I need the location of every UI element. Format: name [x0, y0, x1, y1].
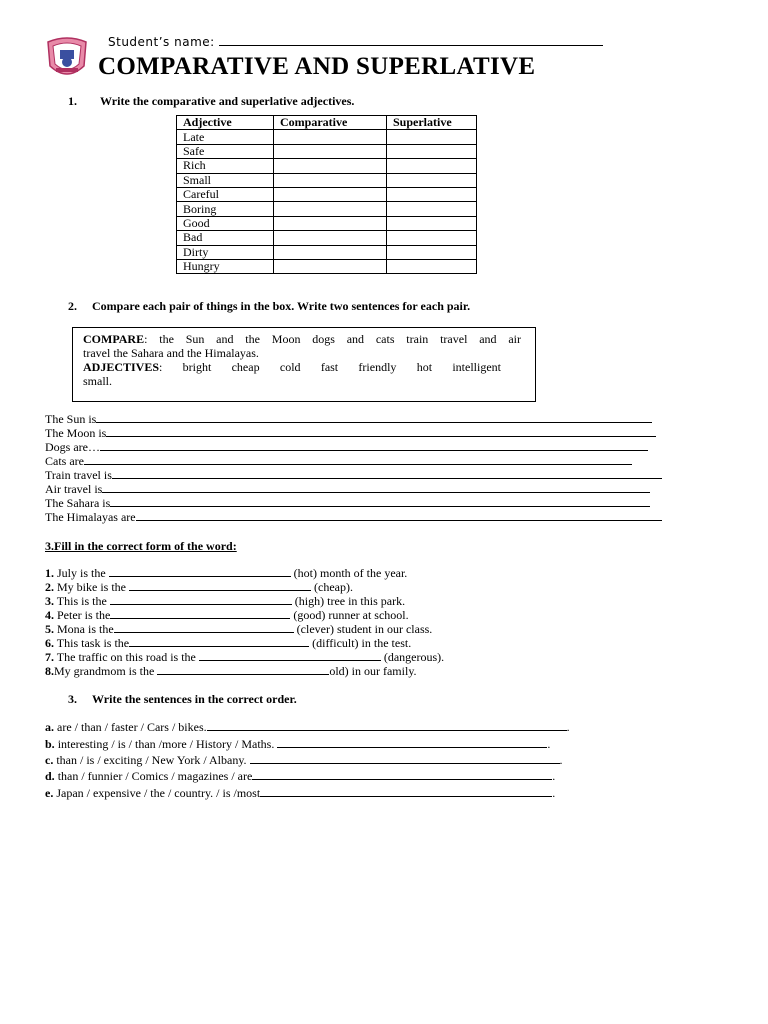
- item-words: are / than / faster / Cars / bikes.: [54, 720, 207, 734]
- adjective-cell: Safe: [177, 144, 274, 158]
- order-item: [45, 786, 555, 800]
- answer-blank[interactable]: [199, 650, 381, 661]
- item-after: old) in our family.: [329, 664, 417, 678]
- comparative-cell[interactable]: [274, 259, 387, 273]
- sentence-line: [45, 412, 652, 426]
- section4-text: Write the sentences in the correct order.: [92, 692, 297, 706]
- table-row: [177, 130, 477, 144]
- fill-item: [45, 566, 407, 580]
- comparative-cell[interactable]: [274, 173, 387, 187]
- fill-item: [45, 580, 353, 594]
- answer-blank[interactable]: [129, 580, 311, 591]
- order-item: [45, 753, 563, 767]
- table-row: [177, 173, 477, 187]
- sentence-prompt: Air travel is: [45, 482, 103, 496]
- sentence-line: [45, 468, 662, 482]
- superlative-cell[interactable]: [387, 259, 477, 273]
- item-before: This is the: [54, 594, 110, 608]
- section4-number: 3.: [68, 692, 77, 706]
- fill-item: [45, 594, 405, 608]
- superlative-cell[interactable]: [387, 144, 477, 158]
- item-words: Japan / expensive / the / country. / is /most: [53, 786, 261, 800]
- table-row: [177, 259, 477, 273]
- item-before: This task is the: [54, 636, 130, 650]
- fill-item: [45, 608, 409, 622]
- compare-label: COMPARE: [83, 332, 145, 346]
- adjective-cell: Bad: [177, 231, 274, 245]
- sentence-prompt: The Himalayas are: [45, 510, 136, 524]
- answer-blank[interactable]: [250, 753, 560, 764]
- compare-line-2: travel the Sahara and the Himalayas.: [83, 346, 259, 360]
- adjective-cell: Rich: [177, 159, 274, 173]
- sentence-prompt: Cats are: [45, 454, 84, 468]
- item-before: July is the: [54, 566, 109, 580]
- student-name-label: Student’s name:: [108, 35, 215, 49]
- item-after: (good) runner at school.: [290, 608, 409, 622]
- student-name-field[interactable]: [219, 35, 603, 46]
- section1-number: 1.: [68, 94, 77, 108]
- comparative-cell[interactable]: [274, 245, 387, 259]
- school-crest-logo: [44, 36, 90, 80]
- sentence-line: [45, 426, 656, 440]
- order-item: [45, 769, 555, 783]
- end-mark: .: [566, 720, 570, 734]
- comparative-cell[interactable]: [274, 159, 387, 173]
- comparative-cell[interactable]: [274, 187, 387, 201]
- sentence-line: [45, 454, 632, 468]
- section2-text: Compare each pair of things in the box. Write two sentences for each pair.: [92, 299, 471, 313]
- section2-number: 2.: [68, 299, 77, 313]
- adjective-table: [176, 115, 477, 274]
- superlative-cell[interactable]: [387, 159, 477, 173]
- fill-item: [45, 650, 444, 664]
- superlative-cell[interactable]: [387, 173, 477, 187]
- section1-text: Write the comparative and superlative adjectives.: [100, 94, 355, 108]
- item-number: 3.: [45, 594, 54, 608]
- item-letter: c.: [45, 753, 54, 767]
- answer-blank[interactable]: [277, 737, 547, 748]
- table-row: [177, 245, 477, 259]
- item-after: (clever) student in our class.: [293, 622, 433, 636]
- table-row: [177, 216, 477, 230]
- answer-blank[interactable]: [110, 608, 290, 619]
- item-number: 8.: [45, 664, 54, 678]
- fill-item: [45, 636, 411, 650]
- answer-blank[interactable]: [106, 426, 656, 437]
- answer-blank[interactable]: [112, 468, 662, 479]
- adjective-cell: Careful: [177, 187, 274, 201]
- superlative-cell[interactable]: [387, 216, 477, 230]
- end-mark: .: [547, 737, 551, 751]
- sentence-line: [45, 482, 650, 496]
- item-number: 7.: [45, 650, 54, 664]
- item-number: 2.: [45, 580, 54, 594]
- superlative-cell[interactable]: [387, 231, 477, 245]
- answer-blank[interactable]: [96, 412, 652, 423]
- adjectives-line-1: [83, 360, 501, 374]
- answer-blank[interactable]: [252, 769, 552, 780]
- table-header-row: [177, 116, 477, 130]
- compare-items-1: : the Sun and the Moon dogs and cats train travel and air: [144, 332, 521, 346]
- section4-instruction: [68, 692, 297, 707]
- comparative-cell[interactable]: [274, 144, 387, 158]
- table-row: [177, 144, 477, 158]
- table-row: [177, 202, 477, 216]
- answer-blank[interactable]: [100, 440, 648, 451]
- item-before: My bike is the: [54, 580, 129, 594]
- sentence-prompt: Dogs are…: [45, 440, 100, 454]
- table-row: [177, 231, 477, 245]
- fill-item: [45, 664, 417, 678]
- comparative-cell[interactable]: [274, 202, 387, 216]
- section3-heading: 3.Fill in the correct form of the word:: [45, 539, 237, 553]
- item-after: (dangerous).: [380, 650, 445, 664]
- student-name-row: [108, 35, 603, 49]
- adjectives-label: ADJECTIVES: [83, 360, 160, 374]
- item-number: 4.: [45, 608, 54, 622]
- adjective-cell: Dirty: [177, 245, 274, 259]
- order-item: [45, 720, 570, 734]
- column-header-superlative: Superlative: [387, 116, 477, 130]
- adjective-cell: Hungry: [177, 259, 274, 273]
- table-row: [177, 159, 477, 173]
- answer-blank[interactable]: [84, 454, 632, 465]
- column-header-comparative: Comparative: [274, 116, 387, 130]
- comparative-cell[interactable]: [274, 216, 387, 230]
- end-mark: .: [552, 786, 556, 800]
- superlative-cell[interactable]: [387, 202, 477, 216]
- item-letter: e.: [45, 786, 54, 800]
- section2-instruction: [68, 299, 470, 314]
- fill-item: [45, 622, 432, 636]
- answer-blank[interactable]: [260, 786, 552, 797]
- item-words: than / funnier / Comics / magazines / are: [54, 769, 253, 783]
- item-before: Mona is the: [54, 622, 114, 636]
- item-number: 1.: [45, 566, 54, 580]
- compare-box: [72, 327, 536, 402]
- adjective-cell: Boring: [177, 202, 274, 216]
- compare-line-1: [83, 332, 521, 346]
- sentence-prompt: The Sahara is: [45, 496, 111, 510]
- sentence-line: [45, 440, 648, 454]
- item-after: (difficult) in the test.: [309, 636, 412, 650]
- answer-blank[interactable]: [109, 566, 291, 577]
- order-item: [45, 737, 550, 751]
- end-mark: .: [559, 753, 563, 767]
- sentence-line: [45, 496, 650, 510]
- end-mark: .: [552, 769, 556, 783]
- answer-blank[interactable]: [110, 594, 292, 605]
- item-after: (hot) month of the year.: [290, 566, 408, 580]
- table-row: [177, 187, 477, 201]
- answer-blank[interactable]: [129, 636, 309, 647]
- item-letter: b.: [45, 737, 55, 751]
- item-before: My grandmom is the: [54, 664, 158, 678]
- adjective-cell: Late: [177, 130, 274, 144]
- answer-blank[interactable]: [114, 622, 294, 633]
- item-after: (cheap).: [311, 580, 353, 594]
- answer-blank[interactable]: [102, 482, 650, 493]
- section1-instruction: [68, 94, 354, 109]
- answer-blank[interactable]: [136, 510, 662, 521]
- adjective-cell: Good: [177, 216, 274, 230]
- item-before: Peter is the: [54, 608, 111, 622]
- item-words: than / is / exciting / New York / Albany.: [53, 753, 250, 767]
- adjectives-items-1: : bright cheap cold fast friendly hot intelligent: [159, 360, 501, 374]
- comparative-cell[interactable]: [274, 130, 387, 144]
- answer-blank[interactable]: [157, 664, 329, 675]
- item-words: interesting / is / than /more / History / Maths.: [54, 737, 278, 751]
- sentence-prompt: Train travel is: [45, 468, 112, 482]
- adjective-cell: Small: [177, 173, 274, 187]
- item-number: 5.: [45, 622, 54, 636]
- column-header-adjective: Adjective: [177, 116, 274, 130]
- sentence-prompt: The Sun is: [45, 412, 97, 426]
- superlative-cell[interactable]: [387, 187, 477, 201]
- page-title: COMPARATIVE AND SUPERLATIVE: [98, 53, 536, 80]
- item-number: 6.: [45, 636, 54, 650]
- item-letter: a.: [45, 720, 54, 734]
- item-letter: d.: [45, 769, 55, 783]
- answer-blank[interactable]: [207, 720, 567, 731]
- item-after: (high) tree in this park.: [291, 594, 406, 608]
- answer-blank[interactable]: [110, 496, 650, 507]
- superlative-cell[interactable]: [387, 245, 477, 259]
- adjectives-line-2: small.: [83, 374, 112, 388]
- sentence-line: [45, 510, 662, 524]
- superlative-cell[interactable]: [387, 130, 477, 144]
- comparative-cell[interactable]: [274, 231, 387, 245]
- sentence-prompt: The Moon is: [45, 426, 107, 440]
- item-before: The traffic on this road is the: [54, 650, 199, 664]
